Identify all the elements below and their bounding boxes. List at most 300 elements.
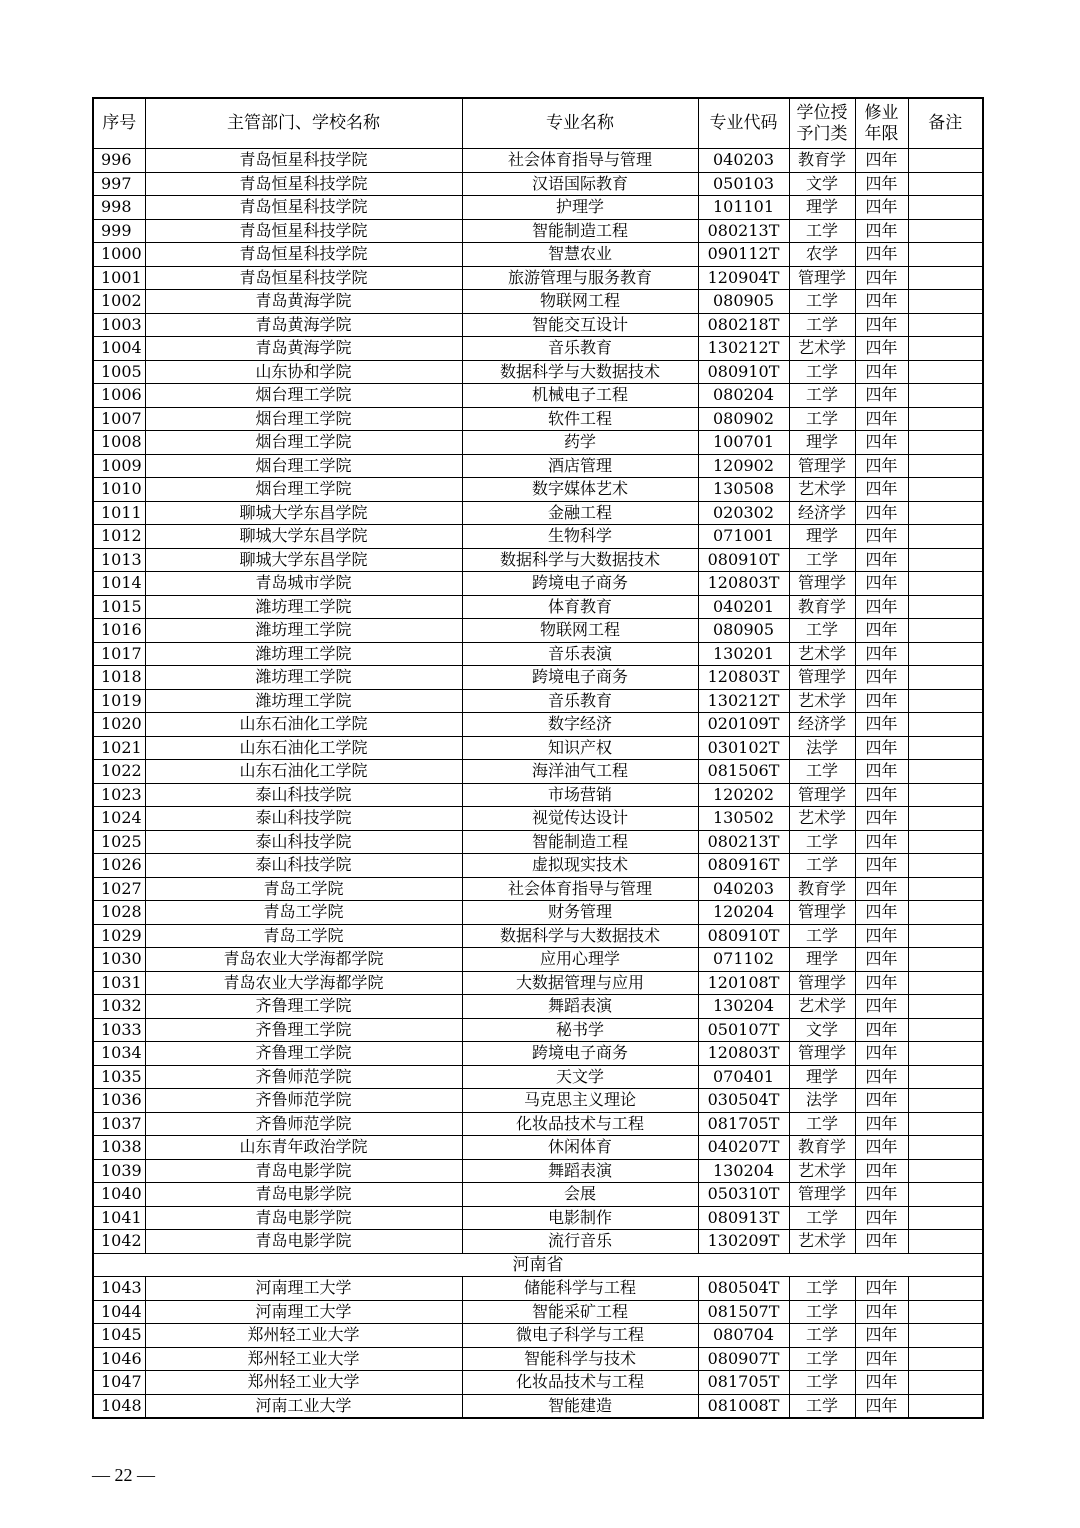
cell-major: 舞蹈表演: [462, 995, 698, 1019]
cell-school: 河南工业大学: [145, 1394, 462, 1418]
header-note: 备注: [908, 98, 983, 149]
cell-major: 智能采矿工程: [462, 1300, 698, 1324]
header-seq: 序号: [93, 98, 145, 149]
cell-degree: 教育学: [789, 595, 855, 619]
cell-school: 河南理工大学: [145, 1277, 462, 1301]
cell-school: 潍坊理工学院: [145, 666, 462, 690]
cell-code: 050107T: [698, 1018, 789, 1042]
cell-note: [908, 266, 983, 290]
cell-note: [908, 830, 983, 854]
cell-seq: 1028: [93, 901, 145, 925]
cell-code: 130212T: [698, 689, 789, 713]
table-row: [93, 337, 983, 361]
cell-degree: 经济学: [789, 713, 855, 737]
cell-note: [908, 1206, 983, 1230]
cell-code: 050103: [698, 172, 789, 196]
table-row: [93, 736, 983, 760]
cell-major: 酒店管理: [462, 454, 698, 478]
cell-major: 天文学: [462, 1065, 698, 1089]
cell-degree: 工学: [789, 219, 855, 243]
cell-note: [908, 219, 983, 243]
cell-duration: 四年: [855, 478, 908, 502]
header-degree-label: 学位授予门类: [796, 102, 848, 144]
cell-degree: 工学: [789, 1324, 855, 1348]
cell-duration: 四年: [855, 1300, 908, 1324]
cell-school: 潍坊理工学院: [145, 619, 462, 643]
cell-code: 120202: [698, 783, 789, 807]
table-row: [93, 1065, 983, 1089]
cell-duration: 四年: [855, 1112, 908, 1136]
cell-major: 化妆品技术与工程: [462, 1112, 698, 1136]
cell-seq: 1000: [93, 243, 145, 267]
cell-note: [908, 877, 983, 901]
cell-school: 青岛电影学院: [145, 1183, 462, 1207]
cell-note: [908, 595, 983, 619]
cell-duration: 四年: [855, 1206, 908, 1230]
cell-seq: 1025: [93, 830, 145, 854]
cell-school: 潍坊理工学院: [145, 642, 462, 666]
cell-school: 青岛恒星科技学院: [145, 219, 462, 243]
cell-major: 社会体育指导与管理: [462, 149, 698, 173]
cell-seq: 1007: [93, 407, 145, 431]
cell-major: 汉语国际教育: [462, 172, 698, 196]
cell-seq: 1044: [93, 1300, 145, 1324]
cell-degree: 工学: [789, 619, 855, 643]
cell-seq: 1047: [93, 1371, 145, 1395]
cell-note: [908, 807, 983, 831]
cell-duration: 四年: [855, 830, 908, 854]
cell-note: [908, 548, 983, 572]
cell-seq: 1032: [93, 995, 145, 1019]
cell-note: [908, 572, 983, 596]
table-row: [93, 713, 983, 737]
cell-major: 物联网工程: [462, 290, 698, 314]
cell-school: 河南理工大学: [145, 1300, 462, 1324]
cell-seq: 1009: [93, 454, 145, 478]
cell-school: 泰山科技学院: [145, 830, 462, 854]
cell-duration: 四年: [855, 431, 908, 455]
cell-duration: 四年: [855, 1018, 908, 1042]
cell-seq: 1015: [93, 595, 145, 619]
cell-duration: 四年: [855, 454, 908, 478]
cell-school: 青岛恒星科技学院: [145, 172, 462, 196]
cell-school: 聊城大学东昌学院: [145, 501, 462, 525]
cell-major: 体育教育: [462, 595, 698, 619]
cell-seq: 1045: [93, 1324, 145, 1348]
cell-seq: 1034: [93, 1042, 145, 1066]
cell-school: 烟台理工学院: [145, 407, 462, 431]
cell-major: 音乐教育: [462, 689, 698, 713]
cell-major: 智慧农业: [462, 243, 698, 267]
cell-code: 120803T: [698, 572, 789, 596]
cell-note: [908, 407, 983, 431]
table-row: [93, 807, 983, 831]
cell-code: 040201: [698, 595, 789, 619]
cell-code: 080218T: [698, 313, 789, 337]
cell-note: [908, 313, 983, 337]
cell-degree: 工学: [789, 830, 855, 854]
cell-seq: 1002: [93, 290, 145, 314]
cell-seq: 1014: [93, 572, 145, 596]
cell-code: 130204: [698, 995, 789, 1019]
cell-degree: 管理学: [789, 266, 855, 290]
cell-duration: 四年: [855, 1347, 908, 1371]
cell-degree: 艺术学: [789, 337, 855, 361]
header-major: 专业名称: [462, 98, 698, 149]
cell-duration: 四年: [855, 501, 908, 525]
cell-code: 120803T: [698, 1042, 789, 1066]
cell-school: 青岛恒星科技学院: [145, 196, 462, 220]
cell-school: 青岛恒星科技学院: [145, 266, 462, 290]
cell-degree: 教育学: [789, 877, 855, 901]
cell-school: 青岛电影学院: [145, 1230, 462, 1254]
cell-degree: 管理学: [789, 666, 855, 690]
cell-code: 081705T: [698, 1112, 789, 1136]
cell-code: 040207T: [698, 1136, 789, 1160]
cell-major: 化妆品技术与工程: [462, 1371, 698, 1395]
cell-note: [908, 1018, 983, 1042]
cell-school: 青岛农业大学海都学院: [145, 971, 462, 995]
cell-duration: 四年: [855, 1371, 908, 1395]
table-row: [93, 642, 983, 666]
cell-major: 旅游管理与服务教育: [462, 266, 698, 290]
table-row: [93, 384, 983, 408]
cell-major: 虚拟现实技术: [462, 854, 698, 878]
cell-code: 080907T: [698, 1347, 789, 1371]
cell-code: 080213T: [698, 830, 789, 854]
cell-seq: 1046: [93, 1347, 145, 1371]
cell-degree: 理学: [789, 196, 855, 220]
cell-duration: 四年: [855, 572, 908, 596]
cell-major: 物联网工程: [462, 619, 698, 643]
cell-school: 齐鲁理工学院: [145, 995, 462, 1019]
cell-seq: 1039: [93, 1159, 145, 1183]
cell-major: 护理学: [462, 196, 698, 220]
cell-note: [908, 384, 983, 408]
cell-school: 齐鲁理工学院: [145, 1042, 462, 1066]
cell-note: [908, 525, 983, 549]
cell-seq: 996: [93, 149, 145, 173]
cell-major: 药学: [462, 431, 698, 455]
cell-duration: 四年: [855, 290, 908, 314]
cell-note: [908, 760, 983, 784]
cell-code: 130508: [698, 478, 789, 502]
cell-seq: 1020: [93, 713, 145, 737]
cell-duration: 四年: [855, 995, 908, 1019]
cell-major: 跨境电子商务: [462, 1042, 698, 1066]
table-row: [93, 243, 983, 267]
table-row: [93, 877, 983, 901]
cell-code: 081506T: [698, 760, 789, 784]
cell-major: 机械电子工程: [462, 384, 698, 408]
cell-code: 090112T: [698, 243, 789, 267]
cell-duration: 四年: [855, 196, 908, 220]
cell-major: 微电子科学与工程: [462, 1324, 698, 1348]
cell-note: [908, 901, 983, 925]
cell-note: [908, 854, 983, 878]
cell-seq: 1011: [93, 501, 145, 525]
cell-note: [908, 619, 983, 643]
cell-duration: 四年: [855, 948, 908, 972]
cell-school: 青岛城市学院: [145, 572, 462, 596]
header-school: 主管部门、学校名称: [145, 98, 462, 149]
cell-major: 社会体育指导与管理: [462, 877, 698, 901]
cell-school: 齐鲁师范学院: [145, 1089, 462, 1113]
cell-degree: 管理学: [789, 572, 855, 596]
cell-note: [908, 1347, 983, 1371]
cell-degree: 工学: [789, 290, 855, 314]
cell-note: [908, 501, 983, 525]
cell-major: 跨境电子商务: [462, 666, 698, 690]
cell-duration: 四年: [855, 689, 908, 713]
cell-duration: 四年: [855, 243, 908, 267]
cell-seq: 1013: [93, 548, 145, 572]
cell-major: 会展: [462, 1183, 698, 1207]
table-row: [93, 501, 983, 525]
table-row: [93, 1394, 983, 1418]
cell-school: 青岛电影学院: [145, 1206, 462, 1230]
cell-code: 120204: [698, 901, 789, 925]
cell-major: 秘书学: [462, 1018, 698, 1042]
cell-degree: 理学: [789, 431, 855, 455]
cell-degree: 艺术学: [789, 478, 855, 502]
table-row: [93, 431, 983, 455]
table-row: [93, 619, 983, 643]
cell-major: 智能交互设计: [462, 313, 698, 337]
cell-code: 080910T: [698, 360, 789, 384]
table-row: [93, 454, 983, 478]
table-row: [93, 830, 983, 854]
cell-seq: 1022: [93, 760, 145, 784]
cell-degree: 管理学: [789, 1042, 855, 1066]
cell-seq: 1036: [93, 1089, 145, 1113]
cell-note: [908, 337, 983, 361]
cell-major: 舞蹈表演: [462, 1159, 698, 1183]
cell-duration: 四年: [855, 1183, 908, 1207]
cell-code: 080916T: [698, 854, 789, 878]
cell-duration: 四年: [855, 783, 908, 807]
cell-note: [908, 243, 983, 267]
table-row: [93, 525, 983, 549]
table-row: [93, 149, 983, 173]
cell-major: 知识产权: [462, 736, 698, 760]
cell-code: 081008T: [698, 1394, 789, 1418]
cell-seq: 1012: [93, 525, 145, 549]
cell-duration: 四年: [855, 266, 908, 290]
cell-degree: 教育学: [789, 149, 855, 173]
cell-code: 101101: [698, 196, 789, 220]
table-row: [93, 854, 983, 878]
cell-duration: 四年: [855, 877, 908, 901]
table-row: [93, 1159, 983, 1183]
cell-degree: 农学: [789, 243, 855, 267]
cell-note: [908, 431, 983, 455]
cell-major: 音乐教育: [462, 337, 698, 361]
cell-degree: 管理学: [789, 783, 855, 807]
cell-duration: 四年: [855, 971, 908, 995]
cell-duration: 四年: [855, 807, 908, 831]
cell-seq: 1048: [93, 1394, 145, 1418]
cell-note: [908, 1394, 983, 1418]
cell-degree: 经济学: [789, 501, 855, 525]
cell-note: [908, 1300, 983, 1324]
table-row: [93, 548, 983, 572]
table-row: [93, 666, 983, 690]
cell-seq: 998: [93, 196, 145, 220]
cell-seq: 1037: [93, 1112, 145, 1136]
cell-degree: 工学: [789, 924, 855, 948]
cell-code: 120108T: [698, 971, 789, 995]
cell-duration: 四年: [855, 924, 908, 948]
cell-major: 马克思主义理论: [462, 1089, 698, 1113]
cell-duration: 四年: [855, 1042, 908, 1066]
cell-degree: 法学: [789, 1089, 855, 1113]
cell-duration: 四年: [855, 525, 908, 549]
cell-degree: 工学: [789, 1371, 855, 1395]
cell-major: 应用心理学: [462, 948, 698, 972]
table-row: [93, 172, 983, 196]
cell-note: [908, 689, 983, 713]
cell-school: 齐鲁师范学院: [145, 1065, 462, 1089]
cell-note: [908, 172, 983, 196]
cell-degree: 管理学: [789, 454, 855, 478]
cell-major: 储能科学与工程: [462, 1277, 698, 1301]
cell-school: 齐鲁理工学院: [145, 1018, 462, 1042]
cell-school: 青岛黄海学院: [145, 337, 462, 361]
cell-duration: 四年: [855, 1089, 908, 1113]
cell-school: 郑州轻工业大学: [145, 1347, 462, 1371]
table-row: [93, 1089, 983, 1113]
cell-major: 市场营销: [462, 783, 698, 807]
cell-duration: 四年: [855, 1394, 908, 1418]
cell-duration: 四年: [855, 219, 908, 243]
province-label: 河南省: [93, 1253, 983, 1277]
cell-major: 数字媒体艺术: [462, 478, 698, 502]
cell-school: 青岛恒星科技学院: [145, 243, 462, 267]
cell-duration: 四年: [855, 1065, 908, 1089]
cell-major: 智能制造工程: [462, 830, 698, 854]
cell-major: 数据科学与大数据技术: [462, 360, 698, 384]
cell-note: [908, 642, 983, 666]
cell-code: 071102: [698, 948, 789, 972]
cell-duration: 四年: [855, 407, 908, 431]
cell-note: [908, 783, 983, 807]
cell-major: 软件工程: [462, 407, 698, 431]
cell-code: 080913T: [698, 1206, 789, 1230]
cell-seq: 1008: [93, 431, 145, 455]
cell-degree: 工学: [789, 360, 855, 384]
cell-school: 烟台理工学院: [145, 478, 462, 502]
cell-code: 080905: [698, 619, 789, 643]
cell-note: [908, 360, 983, 384]
cell-degree: 工学: [789, 313, 855, 337]
cell-degree: 工学: [789, 1112, 855, 1136]
cell-duration: 四年: [855, 149, 908, 173]
table-row: [93, 360, 983, 384]
cell-note: [908, 1230, 983, 1254]
cell-seq: 1026: [93, 854, 145, 878]
cell-code: 120904T: [698, 266, 789, 290]
cell-major: 生物科学: [462, 525, 698, 549]
cell-note: [908, 1277, 983, 1301]
cell-code: 071001: [698, 525, 789, 549]
cell-school: 青岛农业大学海都学院: [145, 948, 462, 972]
cell-duration: 四年: [855, 595, 908, 619]
cell-school: 郑州轻工业大学: [145, 1324, 462, 1348]
cell-degree: 工学: [789, 548, 855, 572]
cell-duration: 四年: [855, 1159, 908, 1183]
table-row: [93, 948, 983, 972]
cell-note: [908, 478, 983, 502]
cell-school: 山东协和学院: [145, 360, 462, 384]
cell-seq: 1038: [93, 1136, 145, 1160]
cell-duration: 四年: [855, 713, 908, 737]
cell-school: 青岛电影学院: [145, 1159, 462, 1183]
cell-school: 青岛黄海学院: [145, 313, 462, 337]
table-row: [93, 1324, 983, 1348]
cell-major: 智能制造工程: [462, 219, 698, 243]
cell-school: 山东石油化工学院: [145, 736, 462, 760]
cell-degree: 理学: [789, 525, 855, 549]
cell-seq: 1043: [93, 1277, 145, 1301]
cell-major: 音乐表演: [462, 642, 698, 666]
header-duration-label: 修业年限: [864, 102, 899, 144]
cell-degree: 文学: [789, 172, 855, 196]
table-row: [93, 995, 983, 1019]
table-row: [93, 572, 983, 596]
cell-duration: 四年: [855, 313, 908, 337]
cell-seq: 1027: [93, 877, 145, 901]
table-row: [93, 760, 983, 784]
cell-note: [908, 971, 983, 995]
cell-major: 数据科学与大数据技术: [462, 924, 698, 948]
cell-seq: 1040: [93, 1183, 145, 1207]
table-row: [93, 783, 983, 807]
cell-seq: 997: [93, 172, 145, 196]
cell-seq: 1035: [93, 1065, 145, 1089]
cell-note: [908, 736, 983, 760]
cell-duration: 四年: [855, 384, 908, 408]
cell-degree: 艺术学: [789, 642, 855, 666]
cell-seq: 1016: [93, 619, 145, 643]
table-body: [93, 149, 983, 1419]
cell-school: 泰山科技学院: [145, 807, 462, 831]
table-row: [93, 1300, 983, 1324]
cell-note: [908, 1371, 983, 1395]
cell-seq: 1030: [93, 948, 145, 972]
table-row: [93, 1230, 983, 1254]
cell-seq: 1019: [93, 689, 145, 713]
cell-degree: 理学: [789, 1065, 855, 1089]
cell-major: 跨境电子商务: [462, 572, 698, 596]
cell-seq: 1041: [93, 1206, 145, 1230]
cell-school: 烟台理工学院: [145, 431, 462, 455]
cell-note: [908, 666, 983, 690]
cell-duration: 四年: [855, 619, 908, 643]
cell-note: [908, 454, 983, 478]
cell-duration: 四年: [855, 901, 908, 925]
cell-school: 青岛恒星科技学院: [145, 149, 462, 173]
cell-major: 休闲体育: [462, 1136, 698, 1160]
cell-code: 050310T: [698, 1183, 789, 1207]
table-row: [93, 407, 983, 431]
cell-seq: 1001: [93, 266, 145, 290]
cell-seq: 1042: [93, 1230, 145, 1254]
table-row: [93, 219, 983, 243]
cell-degree: 艺术学: [789, 689, 855, 713]
cell-degree: 艺术学: [789, 995, 855, 1019]
table-header: [93, 98, 983, 149]
